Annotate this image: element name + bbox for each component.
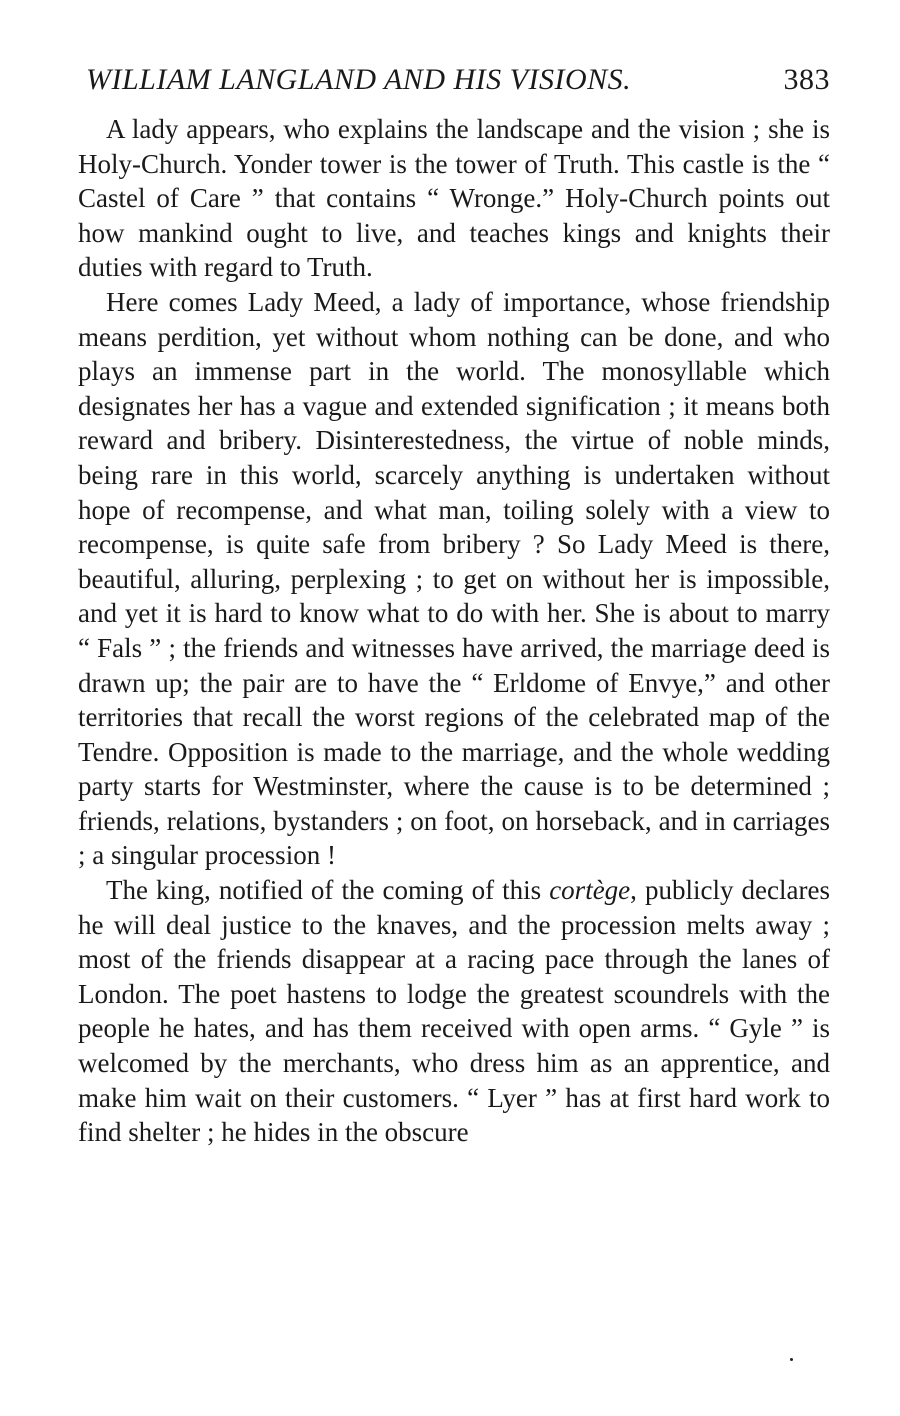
- paragraph-1: A lady appears, who explains the landscape and the vision ; she is Holy-Church. Yonder tower is the tower of Truth. This castle is the “ Castel of Care ” that contains “ Wronge.” Holy-Church points out how mankind ought to live, and teaches kings and knights their duties with regard to Truth.: [78, 114, 830, 283]
- paragraph-2: Here comes Lady Meed, a lady of importance, whose friendship means perdition, yet without whom nothing can be done, and who plays an immense part in the world. The monosyllable which designates her has a vague and extended signification ; it means both reward and bribery. Disinterestedness, the virtue of noble minds, being rare in this world, scarcely anything is undertaken without hope of recompense, and what man, toiling solely with a view to recompense, is quite safe from bribery ? So Lady Meed is there, beautiful, alluring, perplexing ; to get on without her is impossible, and yet it is hard to know what to do with her. She is about to marry “ Fals ” ; the friends and witnesses have arrived, the marriage deed is drawn up; the pair are to have the “ Erldome of Envye,” and other territories that recall the worst regions of the celebrated map of the Tendre. Opposition is made to the marriage, and the whole wedding party starts for Westminster, where the cause is to be determined ; friends, relations, bystanders ; on foot, on horseback, and in carriages ; a singular procession !: [78, 286, 830, 871]
- italic-word-cortege: cortège: [549, 875, 631, 906]
- page-number: 383: [783, 63, 830, 96]
- running-head-title: WILLIAM LANGLAND AND HIS VISIONS.: [86, 63, 632, 96]
- paragraph-3: [78, 873, 830, 1150]
- running-head: [78, 62, 830, 98]
- paragraph-3-start: The king, notified of the coming of this: [106, 875, 550, 906]
- paragraph-3-rest: , publicly declares he will deal justice to the knaves, and the procession melts away ; most of the friends disappear at a racing pace through the lanes of London. The poet hastens to lodge the greatest scoundrels with the people he hates, and has them received with open arms. “ Gyle ” is welcomed by the merchants, who dress him as an apprentice, and make him wait on their customers. “ Lyer ” has at first hard work to find shelter ; he hides in the obscure: [78, 875, 830, 1148]
- ink-speck: [790, 1358, 793, 1361]
- body-text: [78, 112, 830, 1150]
- book-page: [78, 62, 830, 1150]
